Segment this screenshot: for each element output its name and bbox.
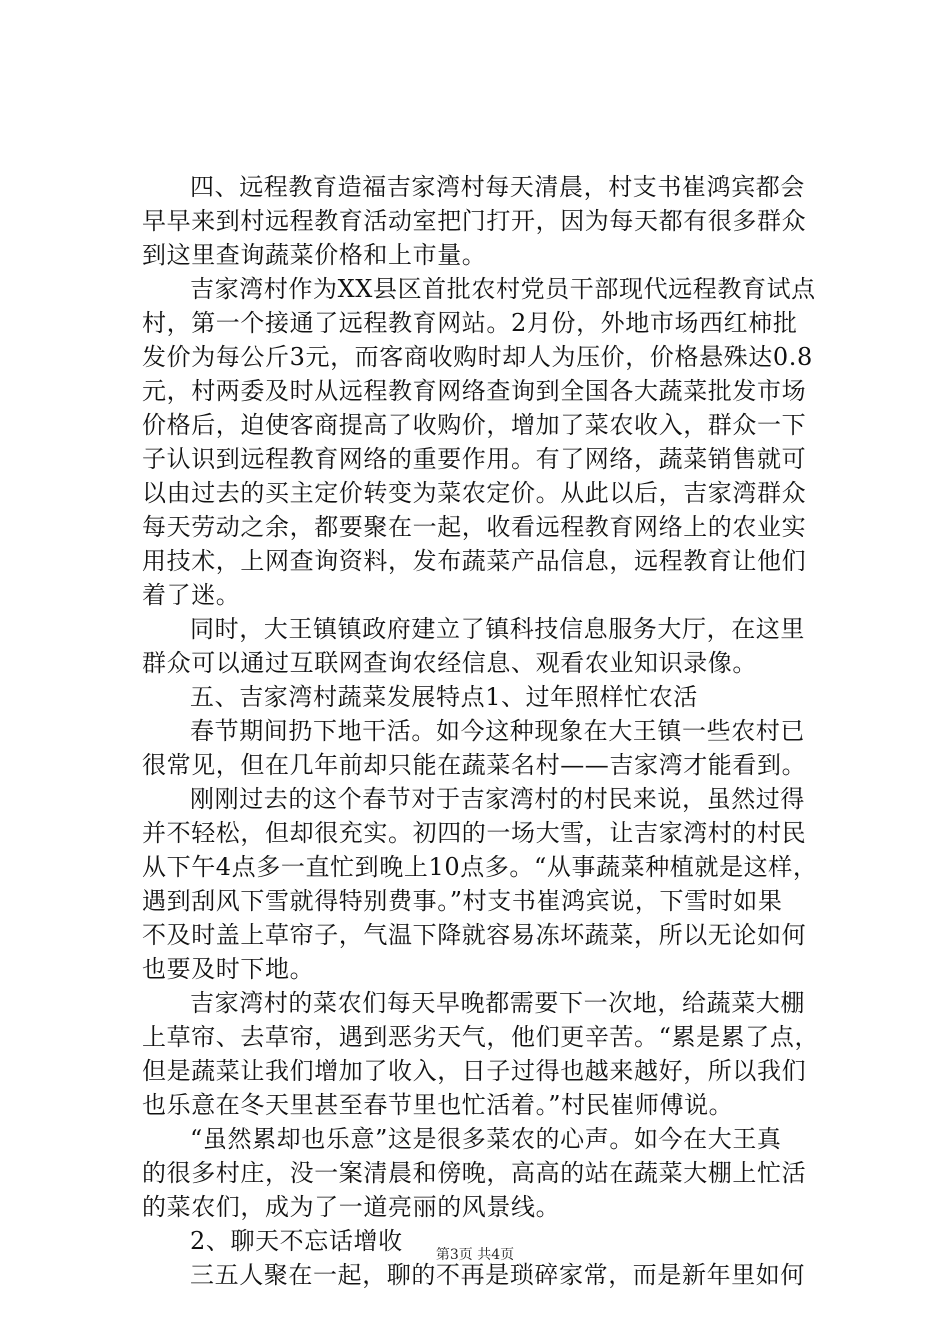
- text-line: 上草帘、去草帘，遇到恶劣天气，他们更辛苦。“累是累了点，: [142, 1023, 820, 1051]
- text-line: 用技术，上网查询资料，发布蔬菜产品信息，远程教育让他们: [142, 547, 807, 575]
- paragraph: [142, 170, 842, 272]
- text-line: 刚刚过去的这个春节对于吉家湾村的村民来说，虽然过得: [190, 785, 805, 813]
- text-line: 2、聊天不忘话增收: [190, 1227, 403, 1255]
- text-line: 同时，大王镇镇政府建立了镇科技信息服务大厅，在这里: [190, 615, 805, 643]
- text-line: “虽然累却也乐意”这是很多菜农的心声。如今在大王真: [190, 1125, 782, 1153]
- page-number-label: 第3页 共4页: [435, 1247, 515, 1263]
- paragraph: [142, 714, 842, 782]
- text-line: 早早来到村远程教育活动室把门打开，因为每天都有很多群众: [142, 207, 807, 235]
- text-line: 吉家湾村的菜农们每天早晚都需要下一次地，给蔬菜大棚: [190, 989, 805, 1017]
- text-line: 五、吉家湾村蔬菜发展特点1、过年照样忙农活: [190, 683, 698, 711]
- text-line: 也乐意在冬天里甚至春节里也忙活着。”村民崔师傅说。: [142, 1091, 734, 1119]
- text-line: 着了迷。: [142, 581, 241, 609]
- text-line: 吉家湾村作为XX县区首批农村党员干部现代远程教育试点: [190, 275, 816, 303]
- paragraph: [142, 986, 842, 1122]
- text-line: 村，第一个接通了远程教育网站。2月份，外地市场西红柿批: [142, 309, 798, 337]
- paragraph: [142, 272, 842, 612]
- text-line: 每天劳动之余，都要聚在一起，收看远程教育网络上的农业实: [142, 513, 807, 541]
- text-line: 但是蔬菜让我们增加了收入，日子过得也越来越好，所以我们: [142, 1057, 807, 1085]
- text-line: 四、远程教育造福吉家湾村每天清晨，村支书崔鸿宾都会: [190, 173, 805, 201]
- paragraph: [142, 1122, 842, 1224]
- text-line: 从下午4点多一直忙到晚上10点多。“从事蔬菜种植就是这样，: [142, 853, 818, 881]
- text-line: 价格后，迫使客商提高了收购价，增加了菜农收入，群众一下: [142, 411, 807, 439]
- text-line: 不及时盖上草帘子，气温下降就容易冻坏蔬菜，所以无论如何: [142, 921, 807, 949]
- text-line: 子认识到远程教育网络的重要作用。有了网络，蔬菜销售就可: [142, 445, 807, 473]
- text-line: 春节期间扔下地干活。如今这种现象在大王镇一些农村已: [190, 717, 805, 745]
- text-line: 以由过去的买主定价转变为菜农定价。从此以后，吉家湾群众: [142, 479, 807, 507]
- text-line: 元，村两委及时从远程教育网络查询到全国各大蔬菜批发市场: [142, 377, 807, 405]
- document-body: [142, 170, 842, 1292]
- text-line: 三五人聚在一起，聊的不再是琐碎家常，而是新年里如何: [190, 1261, 805, 1289]
- text-line: 遇到刮风下雪就得特别费事。”村支书崔鸿宾说，下雪时如果: [142, 887, 783, 915]
- text-line: 群众可以通过互联网查询农经信息、观看农业知识录像。: [142, 649, 757, 677]
- text-line: 到这里查询蔬菜价格和上市量。: [142, 241, 487, 269]
- paragraph: [142, 680, 842, 714]
- text-line: 的菜农们，成为了一道亮丽的风景线。: [142, 1193, 561, 1221]
- paragraph: [142, 612, 842, 680]
- paragraph: [142, 782, 842, 986]
- text-line: 并不轻松，但却很充实。初四的一场大雪，让吉家湾村的村民: [142, 819, 807, 847]
- text-line: 的很多村庄，没一案清晨和傍晚，高高的站在蔬菜大棚上忙活: [142, 1159, 807, 1187]
- page-footer: [0, 1244, 950, 1264]
- text-line: 也要及时下地。: [142, 955, 315, 983]
- text-line: 很常见，但在几年前却只能在蔬菜名村——吉家湾才能看到。: [142, 751, 807, 779]
- text-line: 发价为每公斤3元，而客商收购时却人为压价，价格悬殊达0.8: [142, 343, 813, 371]
